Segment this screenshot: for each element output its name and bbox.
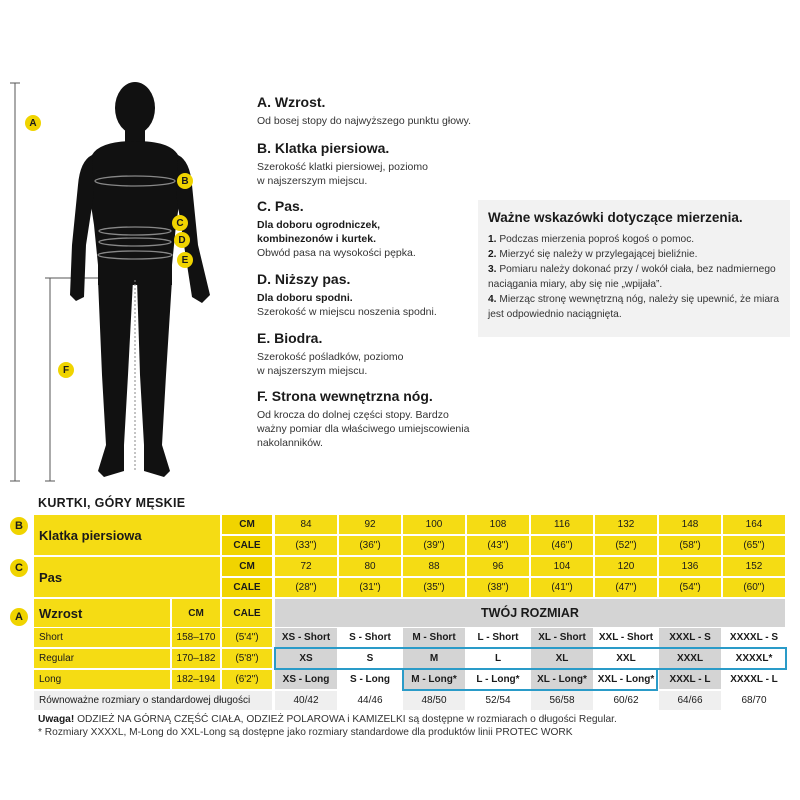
equivalent-cell: 48/50 xyxy=(403,691,465,710)
equivalent-cell: 64/66 xyxy=(659,691,721,710)
measurement-c xyxy=(257,198,492,260)
size-cell: S xyxy=(339,649,401,668)
warning-note: Uwaga! ODZIEŻ NA GÓRNĄ CZĘŚĆ CIAŁA, ODZIEŻ POLAROWA i KAMIZELKI są dostępne w rozmiarach o długości Regular. xyxy=(38,714,617,725)
tip-item: 4. Mierząc stronę wewnętrzną nóg, należy się upewnić, że miara jest odpowiednio naciągnięta. xyxy=(488,294,780,320)
waist-in-cell: (35") xyxy=(403,578,465,597)
waist-cm-cell: 88 xyxy=(403,557,465,576)
equivalent-cell: 60/62 xyxy=(595,691,657,710)
measurement-text: Obwód pasa na wysokości pępka. xyxy=(257,247,416,259)
size-cell: XL xyxy=(531,649,593,668)
size-cell: XXXL - S xyxy=(659,628,721,647)
waist-unit-cm: CM xyxy=(222,557,272,576)
measurement-text: w najszerszym miejscu. xyxy=(257,175,368,187)
marker-c: C xyxy=(10,559,28,577)
marker-c: C xyxy=(172,215,188,231)
body-measurement-figure xyxy=(0,75,230,495)
measurement-text: w najszerszym miejscu. xyxy=(257,365,368,377)
waist-cm-cell: 136 xyxy=(659,557,721,576)
measuring-tips-box xyxy=(478,200,790,337)
marker-d: D xyxy=(174,232,190,248)
height-row-cm: 158–170 xyxy=(172,628,220,647)
measurement-title: D. Niższy pas. xyxy=(257,271,351,287)
waist-cm-cell: 104 xyxy=(531,557,593,576)
waist-cm-cell: 96 xyxy=(467,557,529,576)
chest-cm-cell: 92 xyxy=(339,515,401,534)
chest-in-cell: (65") xyxy=(723,536,785,555)
size-cell: L - Short xyxy=(467,628,529,647)
size-cell: M xyxy=(403,649,465,668)
tip-item: 3. Pomiaru należy dokonać przy / wokół ciała, bez nadmiernego naciągania miary, aby się nie „wpijała”. xyxy=(488,264,776,290)
size-cell: XXXL - L xyxy=(659,670,721,689)
waist-in-cell: (54") xyxy=(659,578,721,597)
equivalent-cell: 40/42 xyxy=(275,691,337,710)
waist-in-cell: (28") xyxy=(275,578,337,597)
regular-row-highlight xyxy=(274,647,787,670)
section-title: KURTKI, GÓRY MĘSKIE xyxy=(38,496,186,510)
marker-a: A xyxy=(10,608,28,626)
measurement-d xyxy=(257,271,492,319)
waist-cm-cell: 72 xyxy=(275,557,337,576)
measurement-f xyxy=(257,388,492,450)
equivalent-cell: 52/54 xyxy=(467,691,529,710)
human-silhouette xyxy=(0,75,230,495)
size-cell: XS - Long xyxy=(275,670,337,689)
notes xyxy=(38,713,768,739)
chest-in-cell: (52") xyxy=(595,536,657,555)
marker-b: B xyxy=(10,517,28,535)
chest-cm-cell: 132 xyxy=(595,515,657,534)
size-cell: XL - Short xyxy=(531,628,593,647)
height-unit-in: CALE xyxy=(222,599,272,627)
measurement-bold-text: Dla doboru ogrodniczek, xyxy=(257,219,381,231)
height-label: Wzrost xyxy=(34,599,170,627)
size-cell: M - Long* xyxy=(403,670,465,689)
marker-f: F xyxy=(58,362,74,378)
measurement-title: C. Pas. xyxy=(257,198,304,214)
measurement-text: Szerokość pośladków, poziomo xyxy=(257,351,404,363)
height-row-in: (6'2") xyxy=(222,670,272,689)
height-row-in: (5'4") xyxy=(222,628,272,647)
measurement-text: nakolanników. xyxy=(257,437,323,449)
size-cell: M - Short xyxy=(403,628,465,647)
tip-item: 1. Podczas mierzenia poproś kogoś o pomoc. xyxy=(488,234,695,245)
chest-label: Klatka piersiowa xyxy=(34,515,220,555)
waist-in-cell: (60") xyxy=(723,578,785,597)
size-cell: XXXXL* xyxy=(723,649,785,668)
tips-title: Ważne wskazówki dotyczące mierzenia. xyxy=(488,210,743,225)
equivalent-cell: 68/70 xyxy=(723,691,785,710)
height-row-in: (5'8") xyxy=(222,649,272,668)
size-cell: XXL - Short xyxy=(595,628,657,647)
measurement-title: F. Strona wewnętrzna nóg. xyxy=(257,388,433,404)
measurement-b xyxy=(257,140,492,188)
waist-unit-in: CALE xyxy=(222,578,272,597)
chest-cm-cell: 100 xyxy=(403,515,465,534)
chest-in-cell: (46") xyxy=(531,536,593,555)
chest-in-cell: (39") xyxy=(403,536,465,555)
waist-in-cell: (38") xyxy=(467,578,529,597)
measurement-title: A. Wzrost. xyxy=(257,94,326,110)
size-cell: S - Short xyxy=(339,628,401,647)
chest-in-cell: (43") xyxy=(467,536,529,555)
waist-in-cell: (31") xyxy=(339,578,401,597)
size-cell: XXL xyxy=(595,649,657,668)
size-cell: XS - Short xyxy=(275,628,337,647)
height-row-cm: 182–194 xyxy=(172,670,220,689)
equivalent-cell: 44/46 xyxy=(339,691,401,710)
measurement-e xyxy=(257,330,492,378)
warning-label: Uwaga! xyxy=(38,714,75,725)
height-row-cm: 170–182 xyxy=(172,649,220,668)
size-cell: XXL - Long* xyxy=(595,670,657,689)
height-row-label: Regular xyxy=(34,649,170,668)
marker-e: E xyxy=(177,252,193,268)
chest-unit-cm: CM xyxy=(222,515,272,534)
measurement-bold-text: kombinezonów i kurtek. xyxy=(257,233,377,245)
chest-cm-cell: 116 xyxy=(531,515,593,534)
equivalent-cell: 56/58 xyxy=(531,691,593,710)
measurement-text: Od bosej stopy do najwyższego punktu głowy. xyxy=(257,115,472,127)
chest-in-cell: (33") xyxy=(275,536,337,555)
chest-cm-cell: 148 xyxy=(659,515,721,534)
chest-cm-cell: 164 xyxy=(723,515,785,534)
marker-b: B xyxy=(177,173,193,189)
marker-a: A xyxy=(25,115,41,131)
tip-item: 2. Mierzyć się należy w przylegającej bieliźnie. xyxy=(488,249,698,260)
size-cell: XL - Long* xyxy=(531,670,593,689)
chest-in-cell: (36") xyxy=(339,536,401,555)
size-cell: XXXXL - L xyxy=(723,670,785,689)
equivalent-label: Równoważne rozmiary o standardowej długości xyxy=(34,691,272,710)
waist-in-cell: (41") xyxy=(531,578,593,597)
measurement-text: Szerokość klatki piersiowej, poziomo xyxy=(257,161,428,173)
chest-cm-cell: 108 xyxy=(467,515,529,534)
waist-label: Pas xyxy=(34,557,220,597)
measurement-text: Szerokość w miejscu noszenia spodni. xyxy=(257,306,437,318)
measurement-title: E. Biodra. xyxy=(257,330,323,346)
waist-cm-cell: 80 xyxy=(339,557,401,576)
height-unit-cm: CM xyxy=(172,599,220,627)
long-sizes-highlight xyxy=(402,668,658,691)
size-header: TWÓJ ROZMIAR xyxy=(275,599,785,627)
chest-cm-cell: 84 xyxy=(275,515,337,534)
measurement-title: B. Klatka piersiowa. xyxy=(257,140,390,156)
chest-unit-in: CALE xyxy=(222,536,272,555)
footnote: * Rozmiary XXXXL, M-Long do XXL-Long są dostępne jako rozmiary standardowe dla produktów linii PROTEC WORK xyxy=(38,727,573,738)
size-cell: XXXL xyxy=(659,649,721,668)
measurement-a xyxy=(257,94,492,128)
waist-in-cell: (47") xyxy=(595,578,657,597)
chest-in-cell: (58") xyxy=(659,536,721,555)
size-cell: L - Long* xyxy=(467,670,529,689)
height-row-label: Short xyxy=(34,628,170,647)
waist-cm-cell: 152 xyxy=(723,557,785,576)
waist-cm-cell: 120 xyxy=(595,557,657,576)
height-row-label: Long xyxy=(34,670,170,689)
size-cell: L xyxy=(467,649,529,668)
measurement-text: Od krocza do dolnej części stopy. Bardzo xyxy=(257,409,449,421)
measurement-text: ważny pomiar dla właściwego umiejscowienia xyxy=(257,423,470,435)
measurement-bold-text: Dla doboru spodni. xyxy=(257,292,353,304)
size-cell: XXXXL - S xyxy=(723,628,785,647)
size-cell: S - Long xyxy=(339,670,401,689)
size-cell: XS xyxy=(275,649,337,668)
